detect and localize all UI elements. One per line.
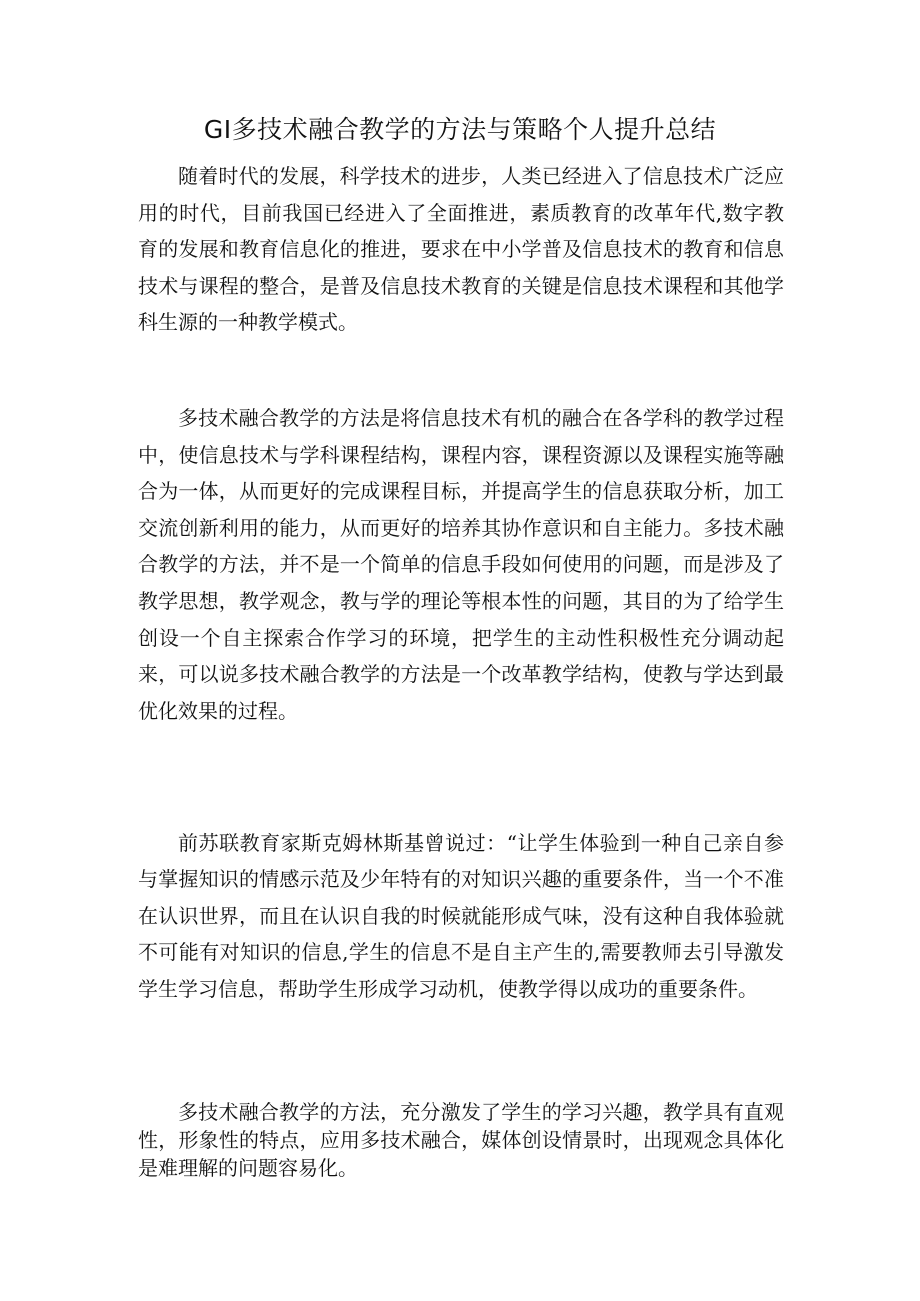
document-title: GI多技术融合教学的方法与策略个人提升总结 <box>203 115 717 144</box>
paragraph-method: 多技术融合教学的方法是将信息技术有机的融合在各学科的教学过程中，使信息技术与学科课程结构，课程内容，课程资源以及课程实施等融合为一体，从而更好的完成课程目标，并提高学生的信息获取分析，加工交流创新利用的能力，从而更好的培养其协作意识和自主能力。多技术融合教学的方法，并不是一个简单的信息手段如何使用的问题，而是涉及了教学思想，教学观念，教与学的理论等根本性的问题，其目的为了给学生创设一个自主探索合作学习的环境，把学生的主动性积极性充分调动起来，可以说多技术融合教学的方法是一个改革教学结构，使教与学达到最优化效果的过程。 <box>138 406 784 723</box>
paragraph-intro: 随着时代的发展，科学技术的进步，人类已经进入了信息技术广泛应用的时代，目前我国已经进入了全面推进，素质教育的改革年代,数字教育的发展和教育信息化的推进，要求在中小学普及信息技术的教育和信息技术与课程的整合，是普及信息技术教育的关键是信息技术课程和其他学科生源的一种教学模式。 <box>138 164 784 335</box>
paragraph-conclusion: 多技术融合教学的方法，充分激发了学生的学习兴趣，教学具有直观性，形象性的特点，应用多技术融合，媒体创设情景时，出现观念具体化是难理解的问题容易化。 <box>138 1100 784 1180</box>
paragraph-quote: 前苏联教育家斯克姆林斯基曾说过：“让学生体验到一种自己亲自参与掌握知识的情感示范及少年特有的对知识兴趣的重要条件，当一个不准在认识世界，而且在认识自我的时候就能形成气味，没有这种自我体验就不可能有对知识的信息,学生的信息不是自主产生的,需要教师去引导激发学生学习信息，帮助学生形成学习动机，使教学得以成功的重要条件。 <box>138 831 784 1001</box>
